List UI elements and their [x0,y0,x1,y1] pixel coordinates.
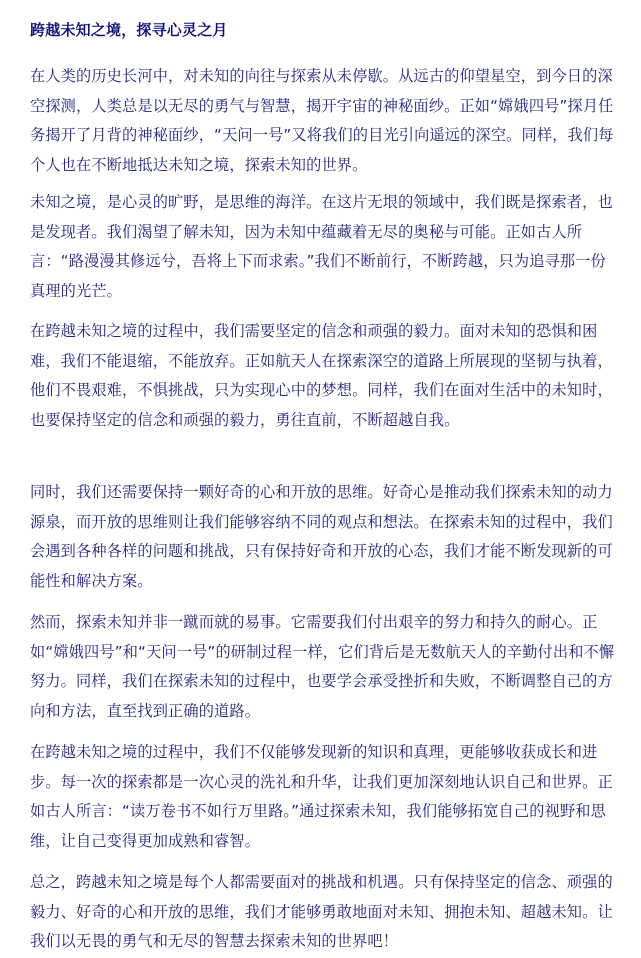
paragraph-3: 在跨越未知之境的过程中，我们需要坚定的信念和顽强的毅力。面对未知的恐惧和困难，我们不能退缩，不能放弃。正如航天人在探索深空的道路上所展现的坚韧与执着，他们不畏艰难，不惧挑战，只为实现心中的梦想。同样，我们在面对生活中的未知时，也要保持坚定的信念和顽强的毅力，勇往直前，不断超越自我。 [30,322,613,429]
paragraph-2: 未知之境，是心灵的旷野，是思维的海洋。在这片无垠的领域中，我们既是探索者，也是发现者。我们渴望了解未知，因为未知中蕴藏着无尽的奥秘与可能。正如古人所言：“路漫漫其修远兮，吾将上下而求索。”我们不断前行，不断跨越，只为追寻那一份真理的光芒。 [30,193,613,300]
paragraph-7: 总之，跨越未知之境是每个人都需要面对的挑战和机遇。只有保持坚定的信念、顽强的毅力、好奇的心和开放的思维，我们才能够勇敢地面对未知、拥抱未知、超越未知。让我们以无畏的勇气和无尽的智慧去探索未知的世界吧！ [30,873,613,950]
paragraph-6: 在跨越未知之境的过程中，我们不仅能够发现新的知识和真理，更能够收获成长和进步。每一次的探索都是一次心灵的洗礼和升华，让我们更加深刻地认识自己和世界。正如古人所言：“读万卷书不如行万里路。”通过探索未知，我们能够拓宽自己的视野和思维，让自己变得更加成熟和睿智。 [30,743,613,850]
paragraph-5: 然而，探索未知并非一蹴而就的易事。它需要我们付出艰辛的努力和持久的耐心。正如“嫦娥四号”和“天问一号”的研制过程一样，它们背后是无数航天人的辛勤付出和不懈努力。同样，我们在探索未知的过程中，也要学会承受挫折和失败，不断调整自己的方向和方法，直至找到正确的道路。 [30,613,615,720]
paragraph-1: 在人类的历史长河中，对未知的向往与探索从未停歇。从远古的仰望星空，到今日的深空探测，人类总是以无尽的勇气与智慧，揭开宇宙的神秘面纱。正如“嫦娥四号”探月任务揭开了月背的神秘面纱，“天问一号”又将我们的目光引向遥远的深空。同样，我们每个人也在不断地抵达未知之境，探索未知的世界。 [30,67,614,174]
article-title: 跨越未知之境，探寻心灵之月 [30,21,228,39]
paragraph-4: 同时，我们还需要保持一颗好奇的心和开放的思维。好奇心是推动我们探索未知的动力源泉，而开放的思维则让我们能够容纳不同的观点和想法。在探索未知的过程中，我们会遇到各种各样的问题和挑战，只有保持好奇和开放的心态，我们才能不断发现新的可能性和解决方案。 [30,483,613,590]
